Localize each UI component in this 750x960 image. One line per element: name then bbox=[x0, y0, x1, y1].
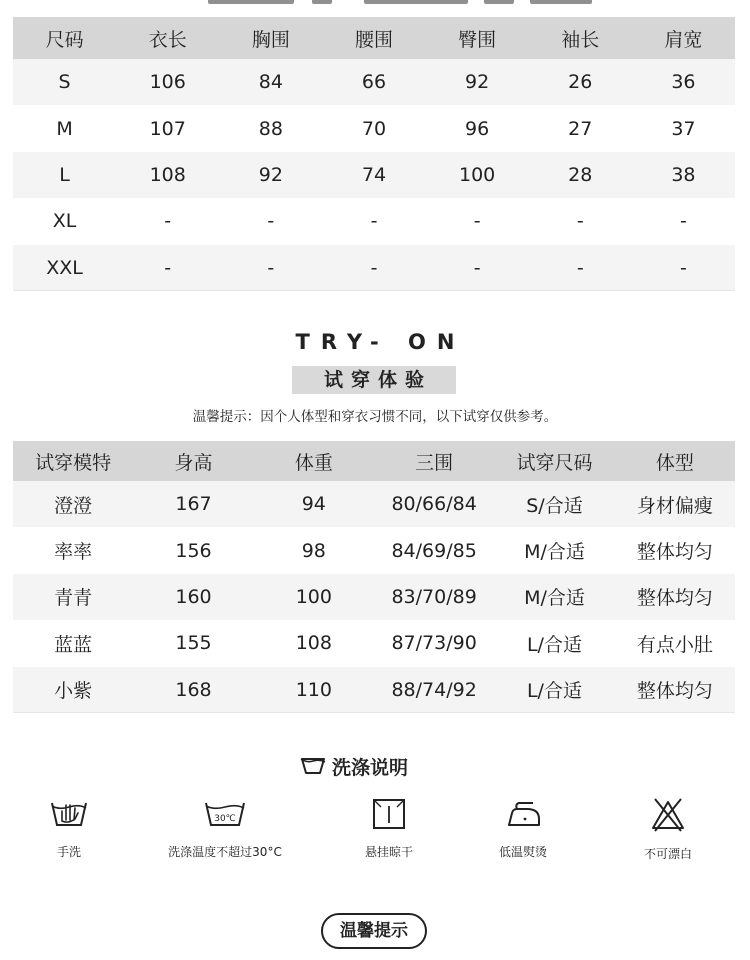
tryon-subheading: 试穿体验 bbox=[292, 366, 456, 394]
table-cell: 澄澄 bbox=[54, 494, 93, 517]
table-cell: 74 bbox=[361, 163, 387, 186]
table-cell: 有点小肚 bbox=[636, 633, 713, 656]
table-cell: 94 bbox=[301, 493, 326, 516]
care-item-hand-wash bbox=[0, 797, 149, 860]
table-cell: S bbox=[58, 71, 71, 94]
table-row bbox=[13, 574, 735, 620]
care-item-low-iron bbox=[443, 797, 603, 860]
table-cell: M bbox=[56, 117, 73, 140]
table-cell: 70 bbox=[361, 117, 387, 140]
no-bleach-icon bbox=[648, 797, 688, 833]
table-cell: - bbox=[679, 256, 687, 279]
header-cell: 三围 bbox=[415, 451, 454, 474]
care-label: 手洗 bbox=[56, 845, 81, 859]
care-item-no-bleach bbox=[588, 797, 748, 862]
hang-dry-icon bbox=[371, 797, 407, 831]
table-cell: 整体均匀 bbox=[636, 541, 713, 564]
table-cell: 小紫 bbox=[54, 680, 93, 702]
tryon-heading: TRY- ON bbox=[295, 330, 466, 354]
table-cell: - bbox=[473, 210, 481, 233]
table-cell: 84/69/85 bbox=[391, 539, 477, 562]
table-cell: 88 bbox=[258, 117, 283, 140]
table-cell: M/合适 bbox=[524, 587, 585, 610]
table-cell: 青青 bbox=[54, 587, 93, 610]
table-cell: 84 bbox=[258, 71, 283, 94]
header-cell: 腰围 bbox=[354, 28, 393, 51]
table-row bbox=[13, 198, 735, 244]
care-item-wash-temp bbox=[145, 797, 305, 860]
table-cell: 整体均匀 bbox=[636, 680, 713, 702]
table-cell: 83/70/89 bbox=[391, 585, 477, 608]
table-row bbox=[13, 620, 735, 666]
header-cell: 体重 bbox=[294, 451, 333, 474]
table-cell: 26 bbox=[568, 71, 593, 94]
table-cell: 38 bbox=[671, 163, 696, 186]
table-cell: 156 bbox=[175, 539, 212, 562]
wash-temp-icon bbox=[203, 797, 247, 831]
table-row bbox=[13, 152, 735, 198]
header-cell: 胸围 bbox=[251, 28, 290, 51]
table-cell: 107 bbox=[149, 117, 186, 140]
table-cell: 率率 bbox=[54, 541, 93, 564]
header-cell: 试穿模特 bbox=[35, 451, 112, 474]
wash-title-text: 洗涤说明 bbox=[332, 756, 409, 779]
tryon-table bbox=[13, 441, 735, 713]
table-cell: 66 bbox=[361, 71, 387, 94]
table-cell: 160 bbox=[175, 585, 212, 608]
table-cell: 37 bbox=[671, 117, 696, 140]
table-cell: - bbox=[473, 256, 481, 279]
header-cell: 试穿尺码 bbox=[516, 451, 593, 474]
table-cell: - bbox=[164, 256, 172, 279]
table-cell: - bbox=[267, 256, 275, 279]
header-cell: 尺码 bbox=[45, 28, 84, 51]
size-table bbox=[13, 17, 735, 291]
care-label: 悬挂晾干 bbox=[364, 845, 413, 859]
table-cell: 100 bbox=[295, 585, 332, 608]
care-label: 低温熨烫 bbox=[498, 845, 547, 859]
low-iron-icon bbox=[503, 797, 543, 831]
table-cell: S/合适 bbox=[526, 494, 583, 517]
table-row bbox=[13, 481, 735, 527]
care-label: 不可漂白 bbox=[643, 847, 692, 861]
table-cell: XXL bbox=[46, 256, 83, 279]
table-cell: 27 bbox=[568, 117, 593, 140]
table-cell: 28 bbox=[568, 163, 593, 186]
table-cell: 98 bbox=[301, 539, 326, 562]
table-row bbox=[13, 105, 735, 151]
hand-wash-icon bbox=[49, 797, 89, 831]
table-cell: - bbox=[370, 210, 378, 233]
table-cell: - bbox=[576, 210, 584, 233]
table-cell: XL bbox=[52, 210, 77, 233]
tryon-note: 温馨提示：因个人体型和穿衣习惯不同，以下试穿仅供参考。 bbox=[192, 409, 558, 425]
table-row bbox=[13, 527, 735, 573]
header-cell: 衣长 bbox=[148, 28, 187, 51]
basin-icon bbox=[300, 756, 326, 776]
clipped-top-text bbox=[0, 0, 750, 8]
table-cell: - bbox=[267, 210, 275, 233]
table-cell: - bbox=[576, 256, 584, 279]
table-cell: - bbox=[679, 210, 687, 233]
table-cell: 167 bbox=[175, 493, 212, 516]
table-cell: 110 bbox=[295, 678, 332, 701]
header-cell: 肩宽 bbox=[664, 28, 703, 51]
table-cell: 168 bbox=[175, 678, 212, 701]
table-cell: L/合适 bbox=[526, 633, 582, 656]
table-cell: 整体均匀 bbox=[636, 587, 713, 610]
table-cell: - bbox=[164, 210, 172, 233]
table-cell: 87/73/90 bbox=[391, 632, 477, 655]
table-cell: - bbox=[370, 256, 378, 279]
table-cell: 106 bbox=[149, 71, 186, 94]
wash-temp-text: 30℃ bbox=[214, 814, 236, 824]
table-cell: 蓝蓝 bbox=[54, 633, 93, 656]
table-cell: 80/66/84 bbox=[391, 493, 477, 516]
table-cell: 88/74/92 bbox=[391, 678, 477, 701]
tip-badge: 温馨提示 bbox=[321, 913, 427, 949]
size-table-header bbox=[13, 17, 735, 59]
table-cell: 155 bbox=[175, 632, 212, 655]
table-cell: L bbox=[59, 163, 70, 186]
header-cell: 体型 bbox=[655, 451, 694, 474]
table-row bbox=[13, 59, 735, 105]
table-cell: M/合适 bbox=[524, 541, 585, 564]
tryon-table-header bbox=[13, 441, 735, 481]
table-cell: 92 bbox=[465, 71, 490, 94]
table-cell: 108 bbox=[295, 632, 332, 655]
wash-title bbox=[300, 753, 408, 779]
table-cell: 36 bbox=[671, 71, 696, 94]
table-cell: 96 bbox=[465, 117, 490, 140]
header-cell: 身高 bbox=[174, 451, 213, 474]
table-cell: L/合适 bbox=[526, 680, 582, 702]
table-row bbox=[13, 245, 735, 291]
table-cell: 92 bbox=[258, 163, 283, 186]
table-cell: 100 bbox=[459, 163, 496, 186]
header-cell: 臀围 bbox=[458, 28, 497, 51]
table-cell: 身材偏瘦 bbox=[636, 494, 713, 517]
care-label: 洗涤温度不超过30°C bbox=[168, 845, 282, 859]
header-cell: 袖长 bbox=[561, 28, 600, 51]
table-row bbox=[13, 667, 735, 713]
table-cell: 108 bbox=[149, 163, 186, 186]
